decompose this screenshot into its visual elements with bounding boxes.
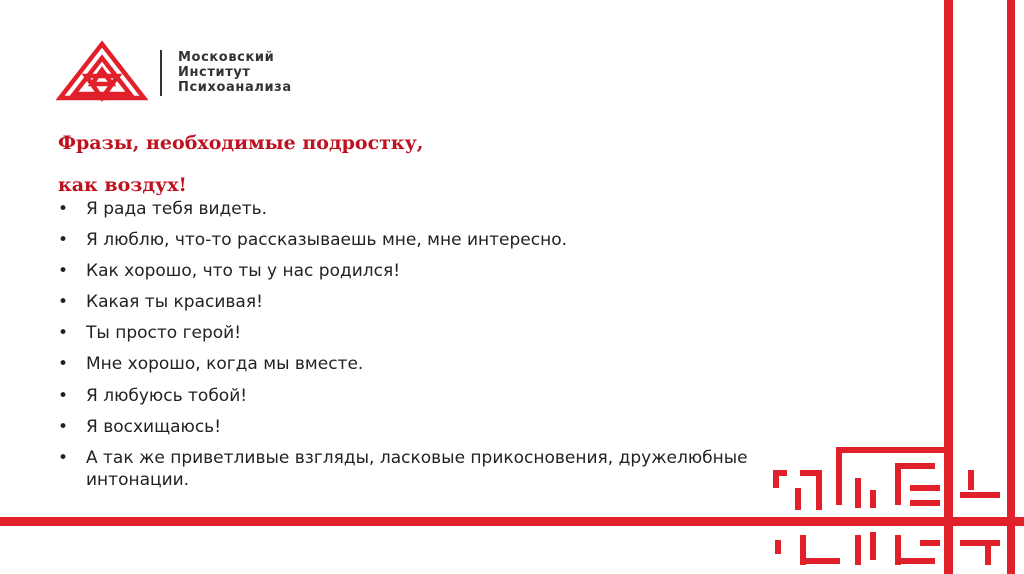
list-item-text: Как хорошо, что ты у нас родился! — [86, 261, 401, 282]
list-item-text: Я люблю, что-то рассказываешь мне, мне интересно. — [86, 230, 568, 251]
logo-divider — [160, 50, 162, 96]
logo-line: Институт — [178, 65, 251, 80]
list-item — [58, 322, 748, 344]
bullet-marker: • — [58, 416, 69, 437]
heading-line: как воздух! — [58, 174, 187, 196]
heading-line: Фразы, необходимые подростку, — [58, 132, 424, 154]
bullet-marker: • — [58, 261, 69, 282]
list-item — [58, 447, 748, 491]
list-item — [58, 260, 748, 282]
list-item — [58, 229, 748, 251]
list-item — [58, 353, 748, 375]
list-item-text: Я рада тебя видеть. — [86, 199, 268, 219]
phrase-list — [58, 198, 748, 500]
list-item — [58, 416, 748, 438]
logo-line: Московский — [178, 50, 275, 65]
list-item — [58, 198, 748, 220]
frame-vertical-line — [944, 0, 953, 574]
logo-line: Психоанализа — [178, 80, 292, 95]
bullet-marker: • — [58, 354, 69, 375]
list-item-text: Я любуюсь тобой! — [86, 385, 248, 406]
list-item — [58, 385, 748, 407]
slide-heading — [58, 122, 423, 206]
bullet-marker: • — [58, 447, 69, 468]
frame-vertical-line — [1007, 0, 1015, 574]
logo-text — [178, 50, 292, 95]
ornament — [773, 447, 1000, 565]
frame-horizontal-line — [0, 517, 1024, 526]
list-item-text: Какая ты красивая! — [86, 292, 263, 313]
triangle-knot-logo-icon — [56, 40, 148, 102]
list-item-text: Я восхищаюсь! — [86, 416, 222, 437]
bullet-marker: • — [58, 323, 69, 344]
list-item-text: Мне хорошо, когда мы вместе. — [86, 354, 364, 375]
bullet-marker: • — [58, 199, 69, 219]
list-item — [58, 291, 748, 313]
bullet-marker: • — [58, 292, 69, 313]
list-item-text: А так же приветливые взгляды, ласковые прикосновения, дружелюбные интонации. — [86, 447, 748, 490]
bullet-marker: • — [58, 385, 69, 406]
bullet-marker: • — [58, 230, 69, 251]
list-item-text: Ты просто герой! — [86, 323, 242, 344]
